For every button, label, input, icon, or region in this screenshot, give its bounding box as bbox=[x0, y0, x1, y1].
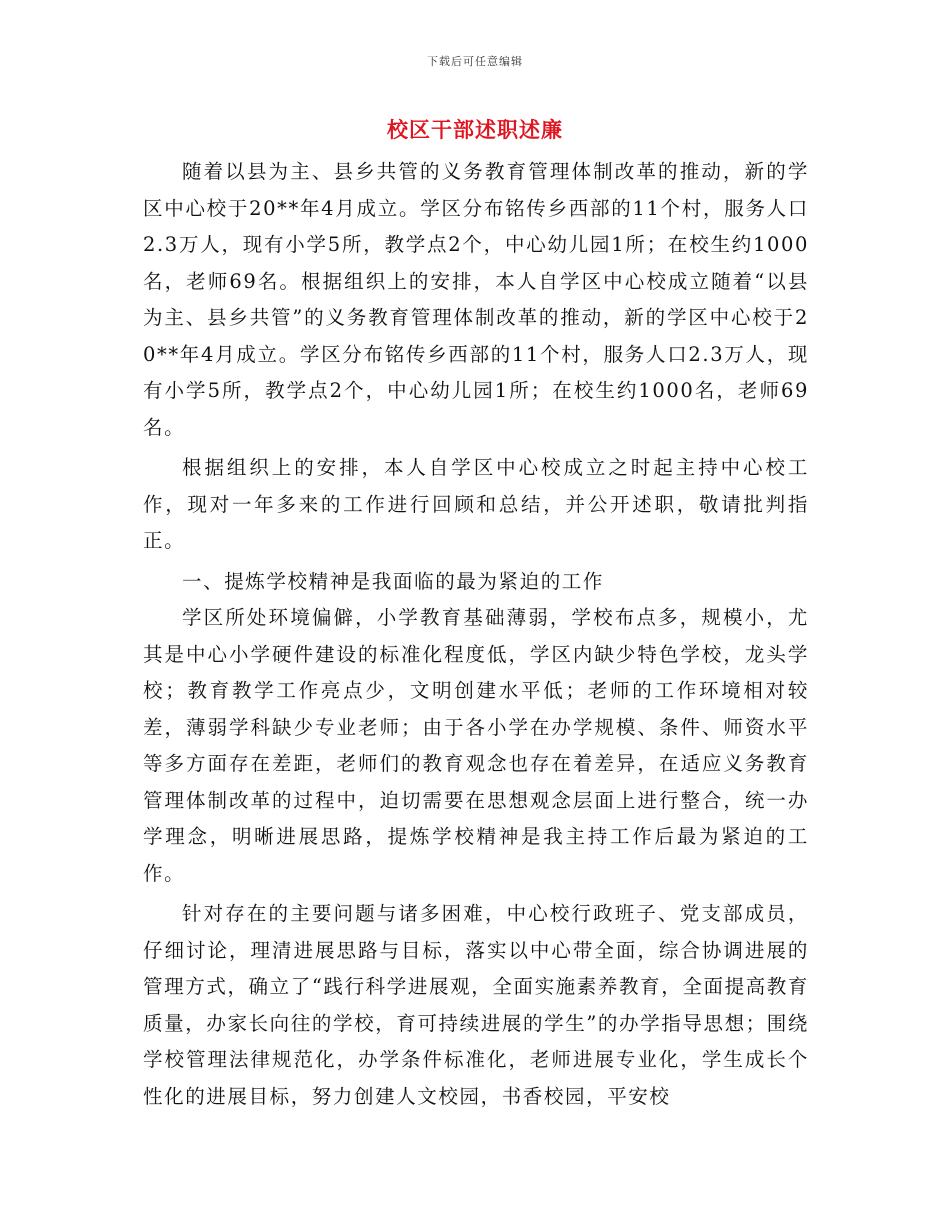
paragraph-situation: 学区所处环境偏僻，小学教育基础薄弱，学校布点多，规模小，尤其是中心小学硬件建设的标准化程度低，学区内缺少特色学校，龙头学校；教育教学工作亮点少，文明创建水平低；老师的工作环境相对较差，薄弱学科缺少专业老师；由于各小学在办学规模、条件、师资水平等多方面存在差距，老师们的教育观念也存在着差异，在适应义务教育管理体制改革的过程中，迫切需要在思想观念层面上进行整合，统一办学理念，明晰进展思路，提炼学校精神是我主持工作后最为紧迫的工作。 bbox=[143, 606, 809, 885]
section-heading-1: 一、提炼学校精神是我面临的最为紧迫的工作 bbox=[182, 569, 605, 593]
paragraph-measures: 针对存在的主要问题与诸多困难，中心校行政班子、党支部成员，仔细讨论，理清进展思路与目标，落实以中心带全面，综合协调进展的管理方式，确立了“践行科学进展观，全面实施素养教育，全面提高教育质量，办家长向往的学校，育可持续进展的学生”的办学指导思想；围绕学校管理法律规范化，办学条件标准化，老师进展专业化，学生成长个性化的进展目标，努力创建人文校园，书香校园，平安校 bbox=[143, 902, 809, 1108]
paragraph-intro: 随着以县为主、县乡共管的义务教育管理体制改革的推动，新的学区中心校于20**年4月成立。学区分布铭传乡西部的11个村，服务人口2.3万人，现有小学5所，教学点2个，中心幼儿园1所；在校生约1000名，老师69名。根据组织上的安排，本人自学区中心校成立随着“以县为主、县乡共管”的义务教育管理体制改革的推动，新的学区中心校于20**年4月成立。学区分布铭传乡西部的11个村，服务人口2.3万人，现有小学5所，教学点2个，中心幼儿园1所；在校生约1000名，老师69名。 bbox=[143, 160, 809, 439]
paragraph-assignment: 根据组织上的安排，本人自学区中心校成立之时起主持中心校工作，现对一年多来的工作进行回顾和总结，并公开述职，敬请批判指正。 bbox=[143, 456, 809, 552]
document-body bbox=[143, 154, 809, 1115]
header-note: 下载后可任意编辑 bbox=[427, 55, 523, 68]
document-title: 校区干部述职述廉 bbox=[387, 117, 563, 142]
